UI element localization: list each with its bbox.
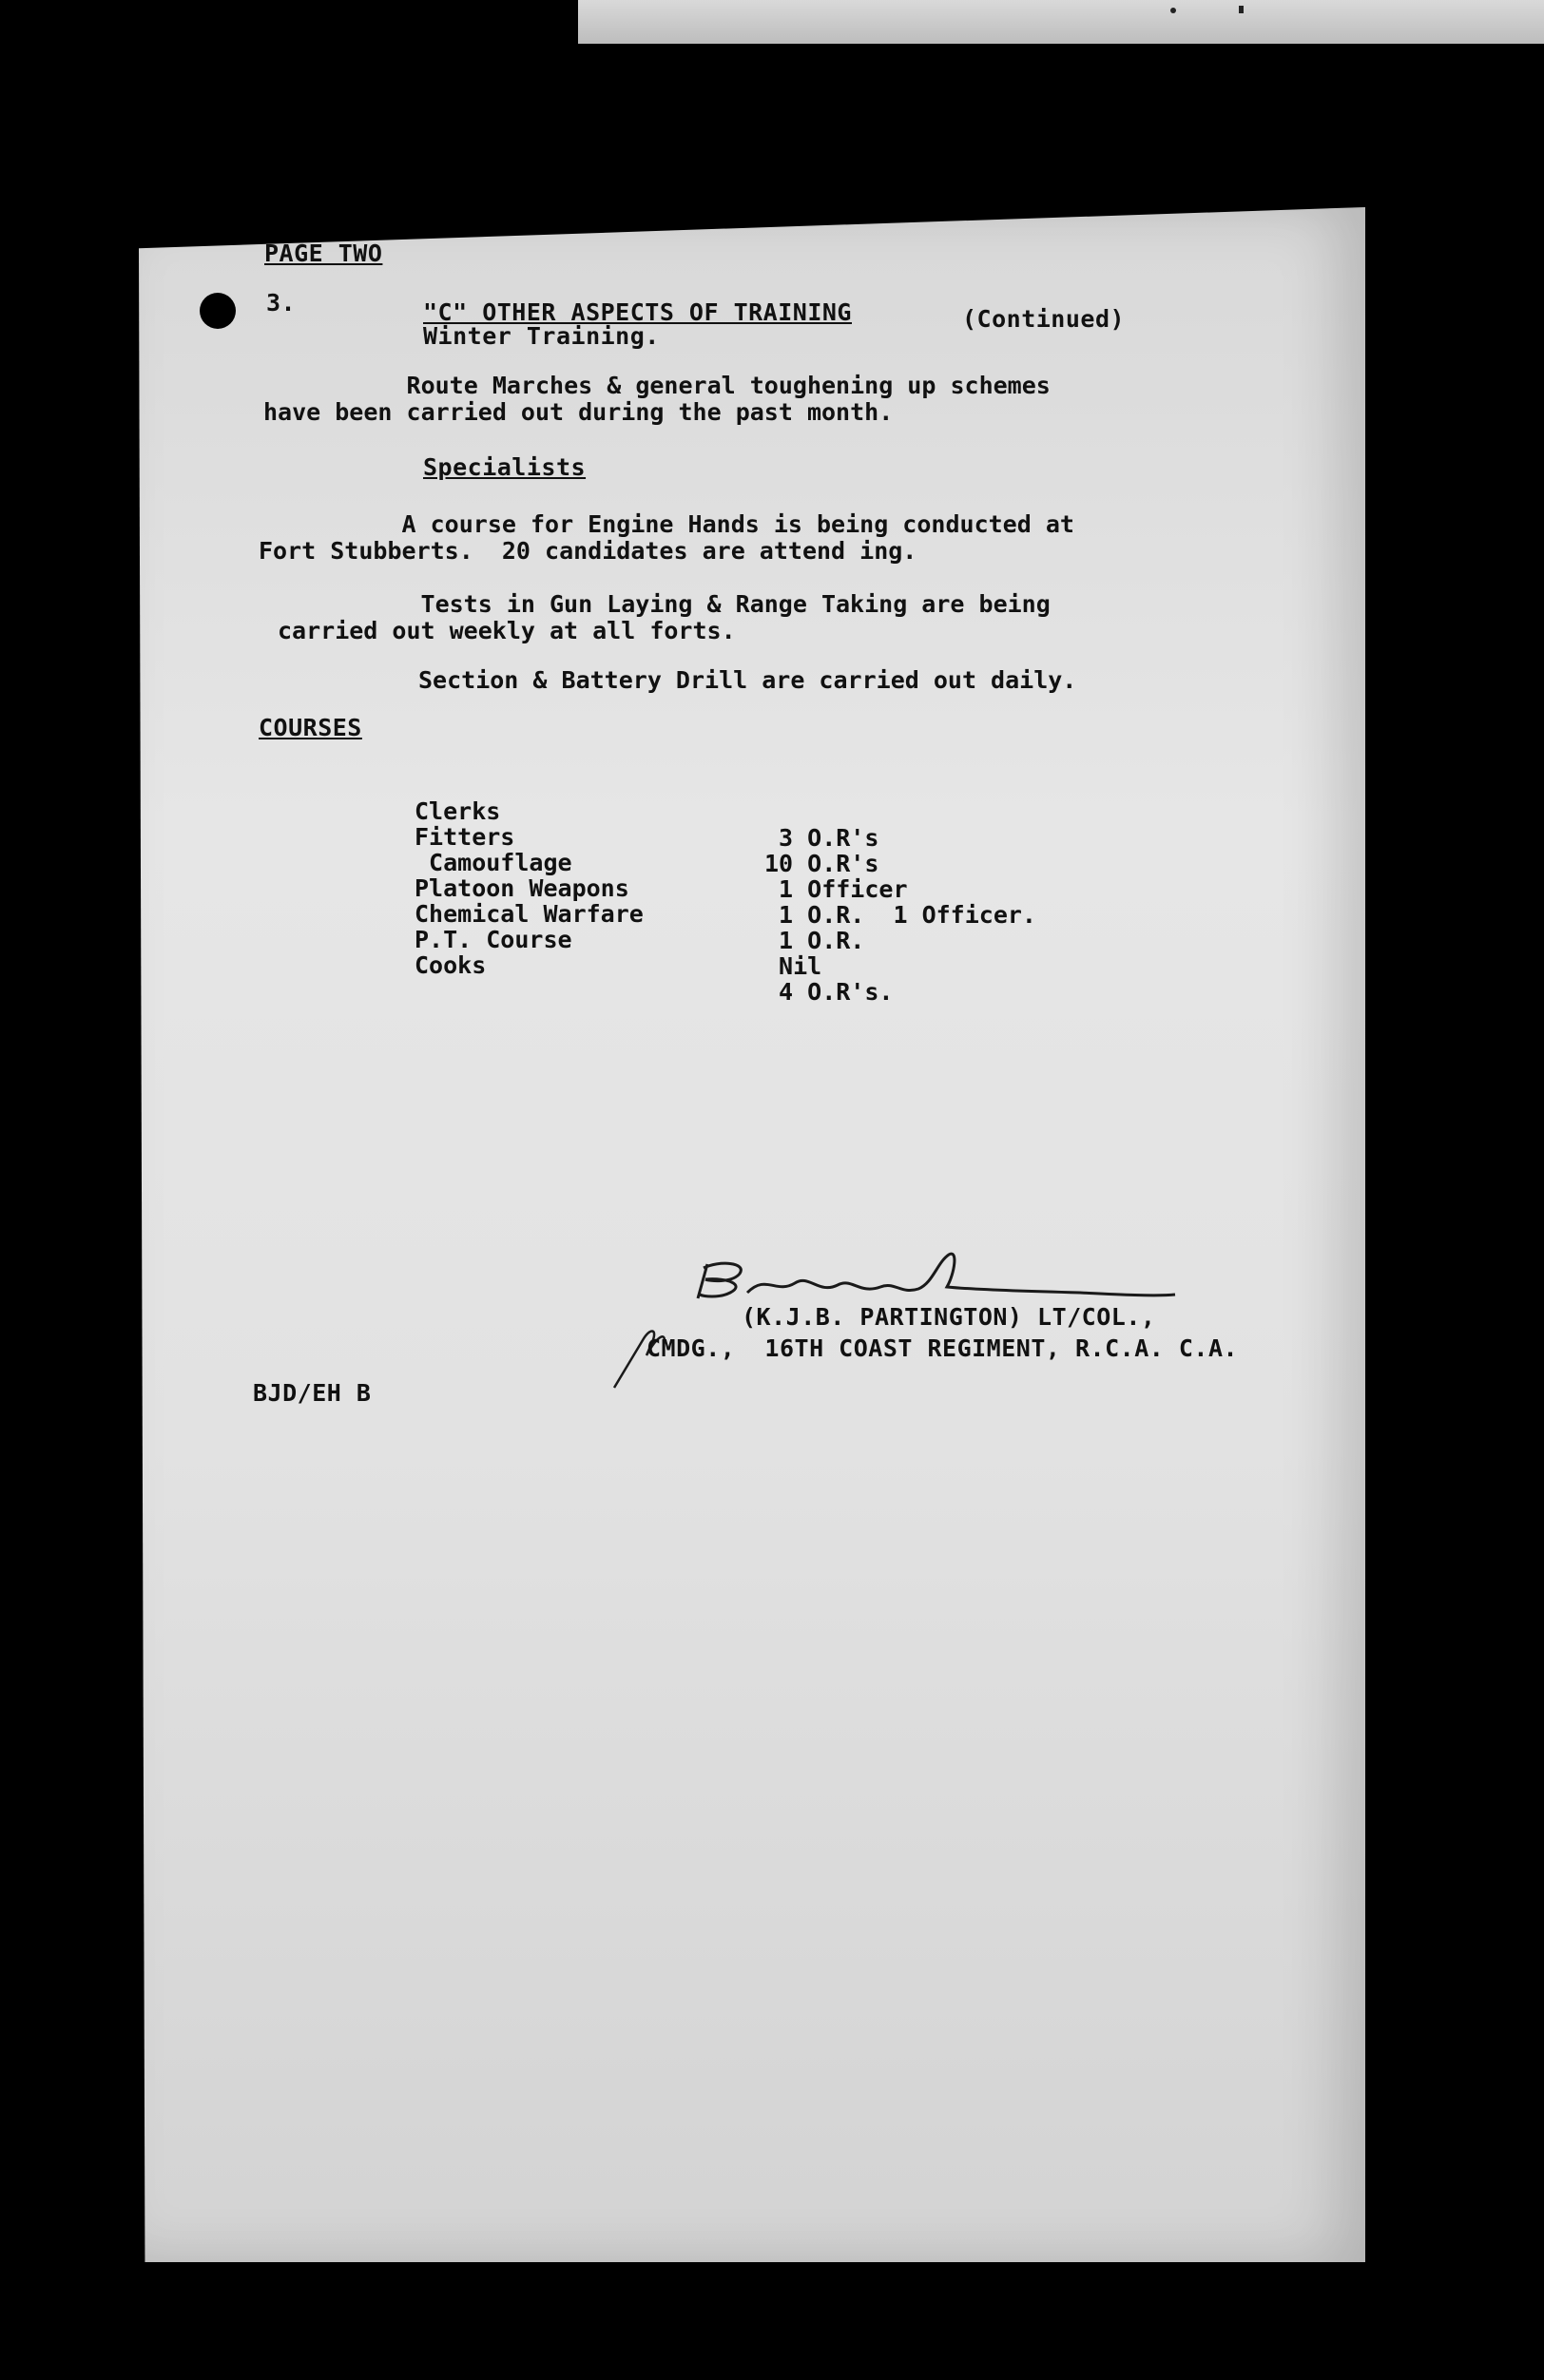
course-quantity: 3 O.R's bbox=[764, 824, 879, 852]
course-quantity: 10 O.R's bbox=[764, 850, 879, 877]
course-name: Fitters bbox=[415, 823, 515, 851]
signatory-unit: CMDG., 16TH COAST REGIMENT, R.C.A. C.A. bbox=[647, 1334, 1239, 1362]
course-name: Chemical Warfare bbox=[415, 900, 644, 928]
section-title: "C" OTHER ASPECTS OF TRAINING bbox=[423, 298, 852, 326]
course-name: P.T. Course bbox=[415, 926, 572, 953]
course-quantity: Nil bbox=[764, 952, 822, 980]
course-name: Camouflage bbox=[415, 849, 572, 876]
courses-table bbox=[415, 772, 1036, 1006]
paragraph-number: 3. bbox=[266, 289, 297, 317]
page-heading: PAGE TWO bbox=[264, 240, 383, 267]
continued-label: (Continued) bbox=[962, 305, 1126, 333]
signatory-name: (K.J.B. PARTINGTON) LT/COL., bbox=[742, 1303, 1156, 1331]
battery-drill-paragraph: Section & Battery Drill are carried out daily. bbox=[418, 666, 1077, 694]
courses-heading: COURSES bbox=[259, 714, 362, 741]
course-name: Clerks bbox=[415, 797, 501, 825]
section-subtitle: Winter Training. bbox=[423, 322, 660, 350]
gun-laying-paragraph: Tests in Gun Laying & Range Taking are being carried out weekly at all forts. bbox=[278, 590, 1051, 644]
course-quantity: 1 Officer bbox=[764, 875, 908, 903]
course-quantity: 1 O.R. bbox=[764, 927, 865, 954]
adjacent-page-scrap bbox=[578, 0, 1544, 44]
punch-hole bbox=[200, 293, 236, 329]
reference-initials: BJD/EH B bbox=[253, 1379, 372, 1407]
scrap-mark bbox=[1170, 8, 1176, 13]
course-quantity: 1 O.R. 1 Officer. bbox=[764, 901, 1036, 929]
winter-training-paragraph: Route Marches & general toughening up schemes have been carried out during the past month. bbox=[263, 372, 1051, 426]
course-quantity: 4 O.R's. bbox=[764, 978, 894, 1006]
scrap-mark bbox=[1239, 6, 1244, 13]
course-name: Platoon Weapons bbox=[415, 874, 629, 902]
engine-hands-paragraph: A course for Engine Hands is being conducted at Fort Stubberts. 20 candidates are attend ing. bbox=[259, 510, 1074, 565]
course-name: Cooks bbox=[415, 951, 487, 979]
specialists-heading: Specialists bbox=[423, 453, 587, 481]
